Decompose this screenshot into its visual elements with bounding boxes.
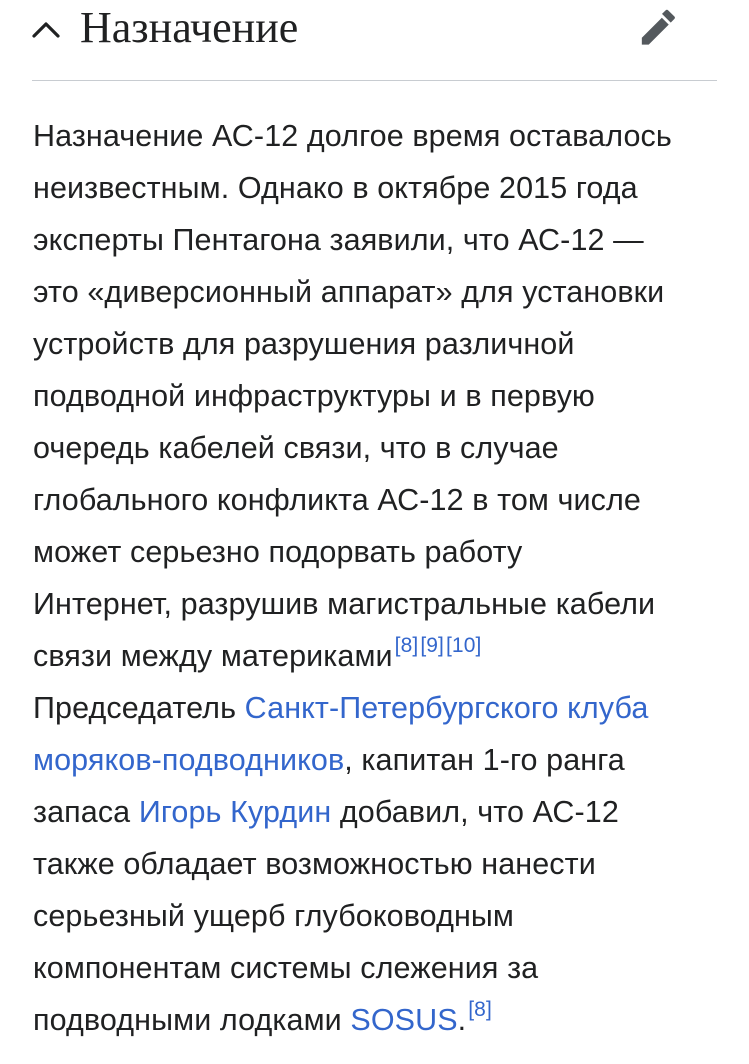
text-line: эксперты Пентагона заявили, что АС-12 —: [33, 223, 644, 257]
text-line: глобального конфликта АС-12 в том числе: [33, 483, 641, 517]
section-divider: [32, 80, 717, 81]
text-line: серьезный ущерб глубоководным: [33, 899, 514, 933]
text-fragment: подводными лодками: [33, 1003, 351, 1037]
reference-link[interactable]: [8]: [394, 634, 419, 657]
text-line: неизвестным. Однако в октябре 2015 года: [33, 171, 638, 205]
chevron-up-icon[interactable]: [30, 14, 62, 46]
text-fragment: связи между материками: [33, 639, 393, 673]
text-line-with-refs: [33, 630, 733, 682]
text-fragment: добавил, что АС-12: [331, 795, 619, 829]
text-line: Назначение АС-12 долгое время оставалось: [33, 119, 672, 153]
text-fragment: запаса: [33, 795, 139, 829]
text-fragment: , капитан 1-го ранга: [344, 743, 625, 777]
reference-link[interactable]: [10]: [445, 634, 482, 657]
article-body: [33, 110, 733, 1046]
text-line: очередь кабелей связи, что в случае: [33, 431, 559, 465]
text-fragment: .: [457, 1003, 467, 1037]
text-line: [33, 786, 733, 838]
text-line: [33, 734, 733, 786]
link-sosus[interactable]: SOSUS: [350, 1003, 458, 1037]
text-fragment: Председатель: [33, 691, 245, 725]
text-line: Интернет, разрушив магистральные кабели: [33, 587, 656, 621]
link-spb-submariners-club[interactable]: моряков-подводников: [33, 743, 345, 777]
text-line: устройств для разрушения различной: [33, 327, 575, 361]
link-igor-kurdin[interactable]: Игорь Курдин: [138, 795, 332, 829]
paragraph: [33, 110, 733, 1046]
text-line: может серьезно подорвать работу: [33, 535, 523, 569]
text-line: это «диверсионный аппарат» для установки: [33, 275, 665, 309]
text-line: [33, 682, 733, 734]
link-spb-submariners-club[interactable]: Санкт-Петербургского клуба: [244, 691, 649, 725]
section-title: Назначение: [80, 3, 299, 52]
text-line: подводной инфраструктуры и в первую: [33, 379, 595, 413]
pencil-icon[interactable]: [640, 8, 684, 52]
text-line: также обладает возможностью нанести: [33, 847, 596, 881]
text-line: компонентам системы слежения за: [33, 951, 539, 985]
text-line-with-refs: [33, 994, 733, 1046]
section-header: [0, 0, 749, 80]
reference-link[interactable]: [8]: [468, 998, 492, 1021]
reference-link[interactable]: [9]: [420, 634, 444, 657]
